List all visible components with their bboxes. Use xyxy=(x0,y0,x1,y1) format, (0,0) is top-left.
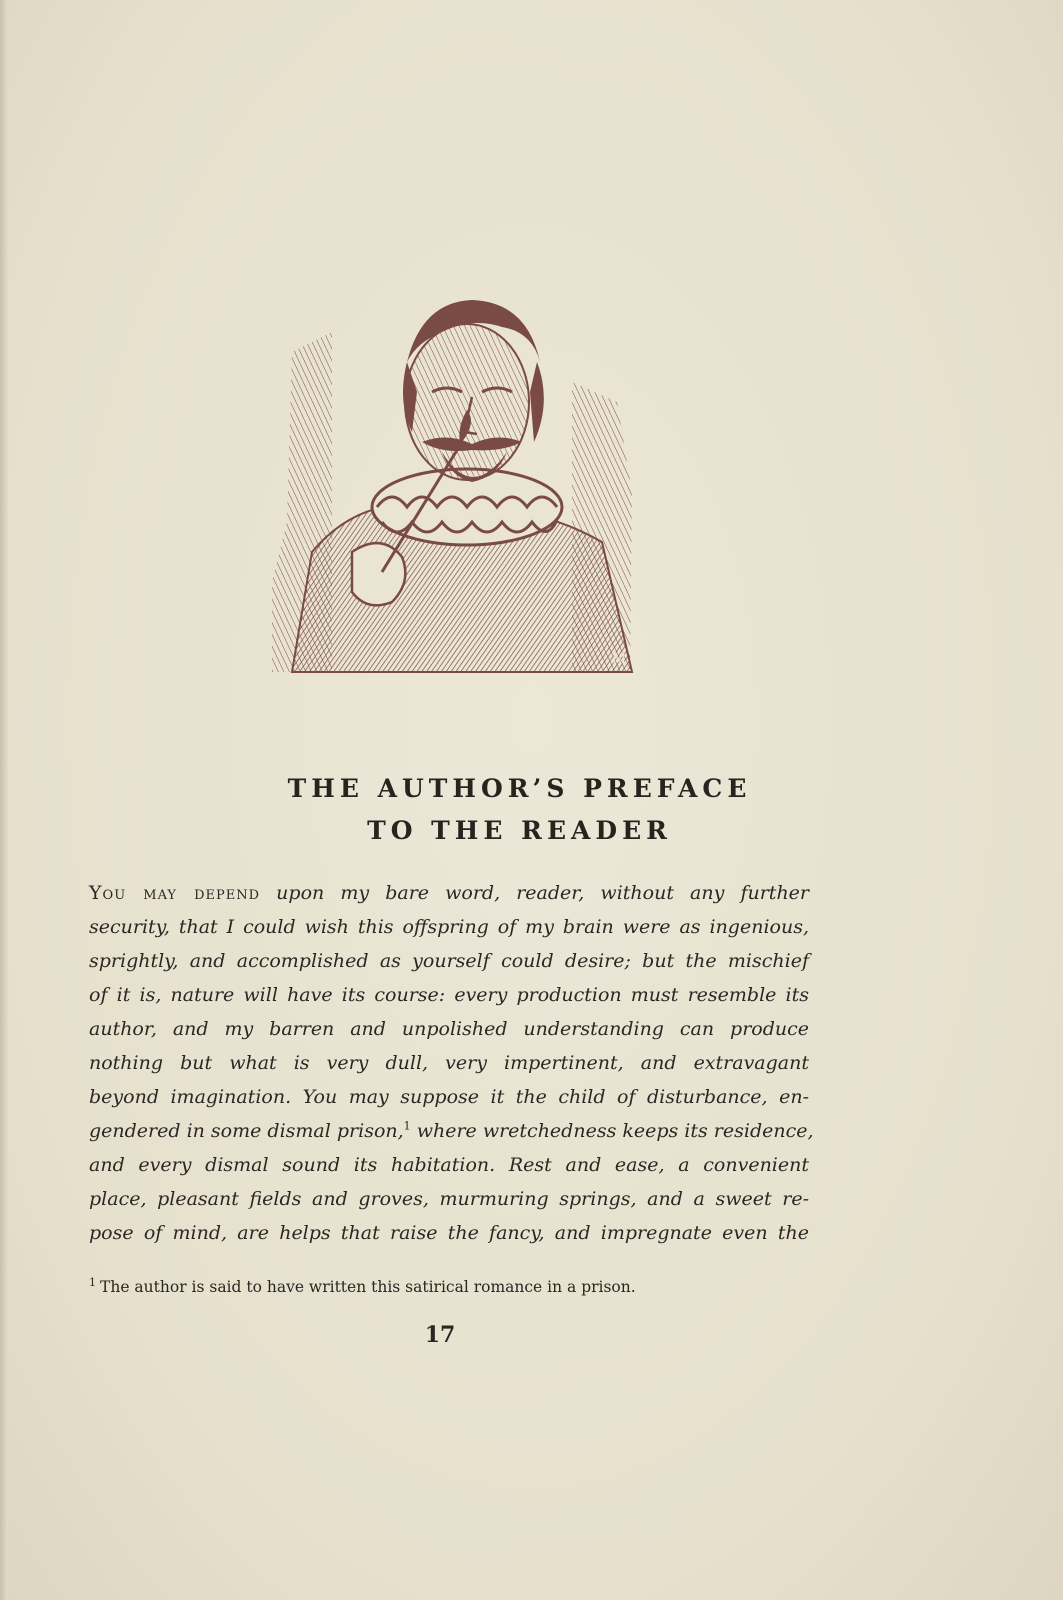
footnote xyxy=(89,1276,809,1296)
body-line-7: beyond imagination. You may suppose it the child of disturbance, en- xyxy=(89,1086,809,1108)
body-line-4: of it is, nature will have its course: every production must resemble its xyxy=(89,984,809,1006)
svg-text:M: M xyxy=(612,649,626,668)
body-line-6: nothing but what is very dull, very impertinent, and extravagant xyxy=(89,1052,809,1074)
lead-small-caps: You may depend xyxy=(89,882,261,904)
preface-body-text xyxy=(89,876,814,1250)
portrait-icon xyxy=(272,292,644,680)
body-line-3: sprightly, and accomplished as yourself could desire; but the mischief xyxy=(89,950,809,972)
body-line-5: author, and my barren and unpolished understanding can produce xyxy=(89,1018,809,1040)
body-line-10: place, pleasant fields and groves, murmuring springs, and a sweet re- xyxy=(89,1188,809,1210)
footnote-reference[interactable]: 1 xyxy=(403,1119,411,1133)
body-line-2: security, that I could wish this offspring of my brain were as ingenious, xyxy=(89,916,809,938)
body-line-8: gendered in some dismal prison,$^1$ where wretchedness keeps its residence, xyxy=(89,1119,814,1142)
body-line-9: and every dismal sound its habitation. Rest and ease, a convenient xyxy=(89,1154,809,1176)
preface-title-line-1: THE AUTHOR’S PREFACE xyxy=(287,774,752,803)
footnote-text: The author is said to have written this satirical romance in a prison. xyxy=(100,1278,636,1297)
woodcut-portrait-illustration xyxy=(272,292,644,680)
body-line-1: You may depend upon my bare word, reader, without any further xyxy=(89,882,810,904)
page-number: 17 xyxy=(424,1322,456,1348)
preface-title-line-2: TO THE READER xyxy=(367,816,672,845)
footnote-mark: 1 xyxy=(89,1276,96,1289)
body-line-11: pose of mind, are helps that raise the fancy, and impregnate even the xyxy=(89,1222,809,1244)
